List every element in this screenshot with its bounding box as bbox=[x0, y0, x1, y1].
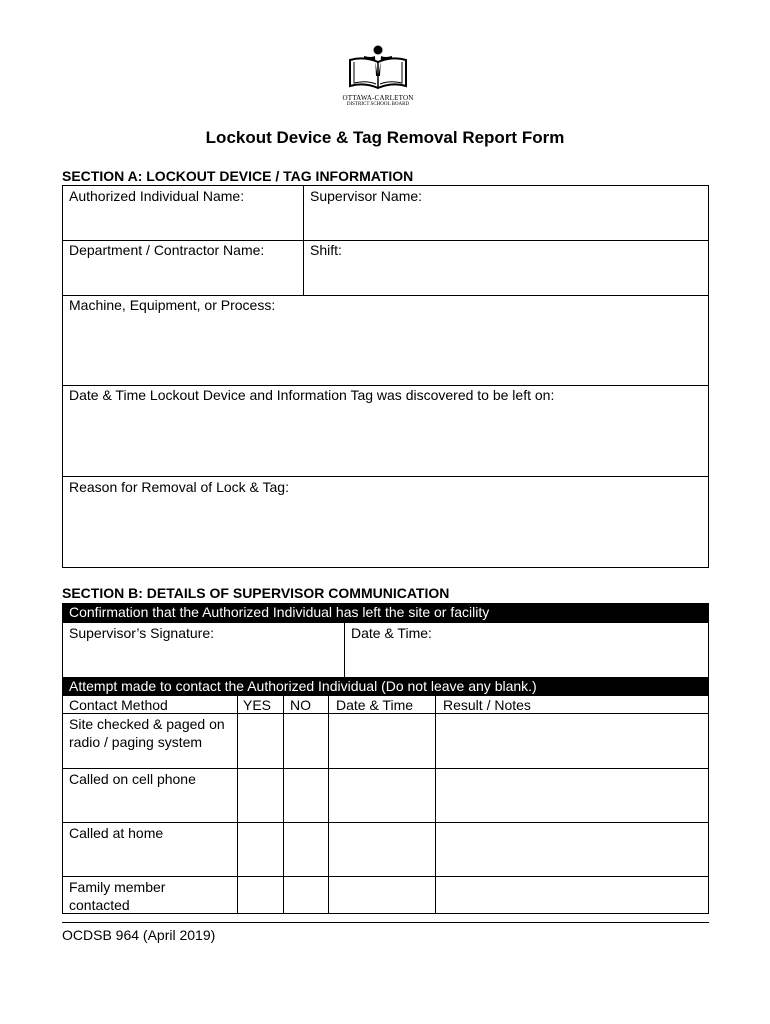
confirmation-bar: Confirmation that the Authorized Individual has left the site or facility bbox=[62, 603, 709, 623]
contact-row-cell-phone: Called on cell phone bbox=[69, 771, 196, 787]
attempt-bar: Attempt made to contact the Authorized Individual (Do not leave any blank.) bbox=[62, 677, 709, 696]
column-header-yes: YES bbox=[243, 697, 272, 713]
department-field[interactable]: Department / Contractor Name: bbox=[69, 242, 265, 258]
col-divider bbox=[237, 695, 238, 914]
row-divider bbox=[62, 822, 709, 823]
supervisor-name-field[interactable]: Supervisor Name: bbox=[310, 188, 423, 204]
column-header-result-notes: Result / Notes bbox=[443, 697, 531, 713]
col-divider bbox=[283, 695, 284, 914]
row-divider bbox=[62, 768, 709, 769]
column-header-no: NO bbox=[290, 697, 311, 713]
supervisor-signature-field[interactable]: Supervisor’s Signature: bbox=[69, 625, 215, 641]
page-title: Lockout Device & Tag Removal Report Form bbox=[205, 128, 565, 147]
logo-text-board: DISTRICT SCHOOL BOARD bbox=[346, 102, 410, 107]
column-header-contact-method: Contact Method bbox=[69, 697, 168, 713]
col-divider bbox=[435, 695, 436, 914]
date-time-field[interactable]: Date & Time: bbox=[351, 625, 432, 641]
row-divider bbox=[62, 295, 709, 296]
ocdsb-logo bbox=[338, 44, 418, 114]
footer-divider bbox=[62, 922, 709, 923]
machine-field[interactable]: Machine, Equipment, or Process: bbox=[69, 297, 276, 313]
contact-row-home: Called at home bbox=[69, 825, 164, 841]
row-divider bbox=[62, 476, 709, 477]
contact-row-site-paged: Site checked & paged on radio / paging system bbox=[69, 716, 225, 750]
col-divider bbox=[328, 695, 329, 914]
reason-field[interactable]: Reason for Removal of Lock & Tag: bbox=[69, 479, 289, 495]
row-divider bbox=[62, 876, 709, 877]
form-number: OCDSB 964 (April 2019) bbox=[62, 927, 216, 943]
row-divider bbox=[62, 240, 709, 241]
date-time-found-field[interactable]: Date & Time Lockout Device and Information Tag was discovered to be left on: bbox=[69, 387, 555, 403]
logo-emblem-icon bbox=[338, 44, 418, 94]
section-b-heading: SECTION B: DETAILS OF SUPERVISOR COMMUNICATION bbox=[62, 585, 450, 601]
column-header-date-time: Date & Time bbox=[336, 697, 414, 713]
row-divider bbox=[62, 385, 709, 386]
logo-text-name: OTTAWA-CARLETON bbox=[342, 94, 414, 102]
contact-row-family: Family member contacted bbox=[69, 879, 166, 913]
signature-divider bbox=[344, 622, 345, 678]
authorized-name-field[interactable]: Authorized Individual Name: bbox=[69, 188, 245, 204]
section-a-heading: SECTION A: LOCKOUT DEVICE / TAG INFORMATION bbox=[62, 168, 414, 184]
shift-field[interactable]: Shift: bbox=[310, 242, 342, 258]
